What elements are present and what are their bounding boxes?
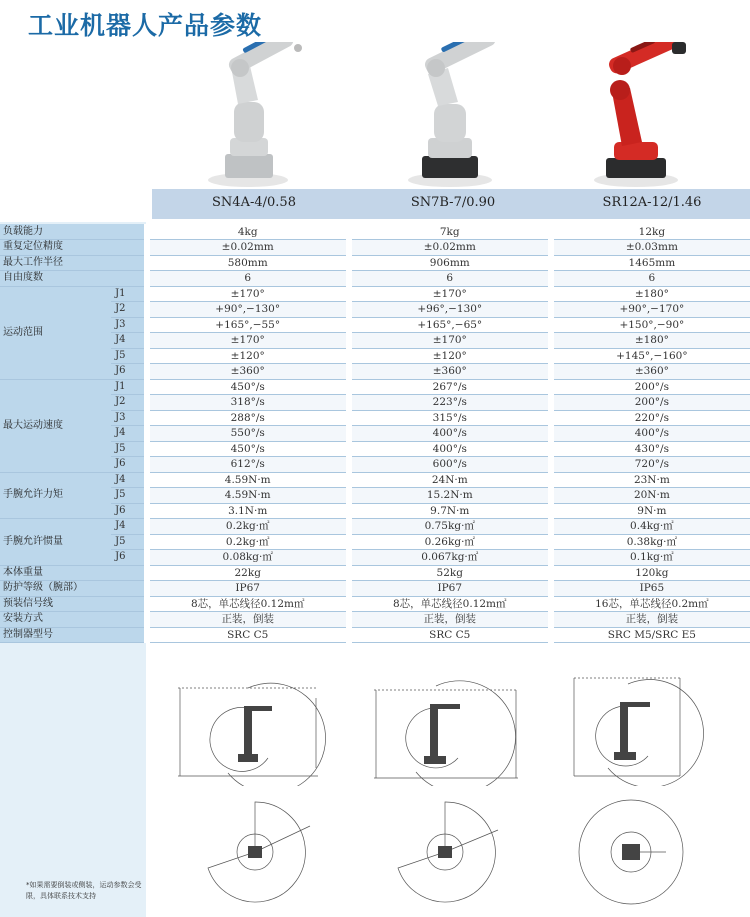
spec-value: ±360° [352,364,548,380]
spec-group-label: 最大运动速度 [0,379,111,472]
spec-value: 0.26kg·㎡ [352,534,548,550]
spec-row [0,472,750,488]
joint-label: J4 [111,426,144,442]
model-name-1: SN4A-4/0.58 [212,195,296,210]
spec-value: 9.7N·m [352,503,548,519]
spec-value: 6 [352,271,548,287]
spec-value: ±170° [352,333,548,349]
spec-value: 315°/s [352,410,548,426]
joint-label: J6 [111,457,144,473]
spec-value: 16芯，单芯线径0.2m㎡ [554,596,750,612]
spec-row [0,364,750,380]
robot-image-sn7b [378,42,528,190]
spec-label: 负载能力 [0,224,144,240]
spec-row [0,627,750,643]
spec-value: ±170° [150,286,346,302]
spec-value: SRC C5 [150,627,346,643]
spec-value: 正装，倒装 [554,612,750,628]
spec-label: 本体重量 [0,565,144,581]
spec-label: 控制器型号 [0,627,144,643]
joint-label: J5 [111,534,144,550]
spec-value: 200°/s [554,395,750,411]
spec-row [0,333,750,349]
spec-value: +165°,−55° [150,317,346,333]
spec-row [0,302,750,318]
spec-value: +90°,−170° [554,302,750,318]
spec-group-label: 运动范围 [0,286,111,379]
spec-row [0,224,750,240]
joint-label: J4 [111,519,144,535]
workspace-side-diagram-1 [168,668,328,786]
spec-value: 1465mm [554,255,750,271]
spec-group-label: 手腕允许力矩 [0,472,111,519]
spec-row [0,612,750,628]
spec-row [0,379,750,395]
spec-row [0,410,750,426]
spec-value: +96°,−130° [352,302,548,318]
spec-value: 400°/s [554,426,750,442]
spec-value: ±170° [352,286,548,302]
spec-value: 8芯，单芯线径0.12m㎡ [150,596,346,612]
spec-row [0,581,750,597]
robot-image-sr12a [576,42,726,190]
spec-value: 430°/s [554,441,750,457]
joint-label: J6 [111,503,144,519]
spec-value: ±0.02mm [352,240,548,256]
spec-row [0,550,750,566]
spec-label: 重复定位精度 [0,240,144,256]
spec-value: 20N·m [554,488,750,504]
joint-label: J6 [111,550,144,566]
spec-value: +150°,−90° [554,317,750,333]
workspace-top-diagram-1 [190,796,320,908]
workspace-side-diagram-3 [568,668,728,786]
spec-row [0,441,750,457]
spec-value: 612°/s [150,457,346,473]
spec-value: ±180° [554,286,750,302]
joint-label: J2 [111,395,144,411]
spec-row [0,395,750,411]
spec-value: 8芯，单芯线径0.12m㎡ [352,596,548,612]
spec-table [0,224,750,643]
spec-value: ±180° [554,333,750,349]
spec-value: 9N·m [554,503,750,519]
spec-value: +165°,−65° [352,317,548,333]
spec-row [0,488,750,504]
workspace-side-diagram-2 [366,668,526,786]
spec-value: 550°/s [150,426,346,442]
spec-row [0,426,750,442]
workspace-top-diagram-2 [380,796,510,908]
spec-value: 4.59N·m [150,488,346,504]
model-name-3: SR12A-12/1.46 [602,195,702,210]
spec-row [0,457,750,473]
spec-label: 安装方式 [0,612,144,628]
spec-row [0,255,750,271]
spec-value: 15.2N·m [352,488,548,504]
spec-value: +90°,−130° [150,302,346,318]
spec-value: 580mm [150,255,346,271]
joint-label: J4 [111,472,144,488]
joint-label: J5 [111,488,144,504]
spec-label: 最大工作半径 [0,255,144,271]
spec-value: 400°/s [352,441,548,457]
model-name-2: SN7B-7/0.90 [410,195,496,210]
spec-value: IP67 [352,581,548,597]
spec-value: 223°/s [352,395,548,411]
spec-row [0,503,750,519]
spec-row [0,519,750,535]
spec-value: SRC M5/SRC E5 [554,627,750,643]
spec-value: 正装，倒装 [352,612,548,628]
spec-row [0,534,750,550]
joint-label: J6 [111,364,144,380]
joint-label: J3 [111,410,144,426]
spec-value: 12kg [554,224,750,240]
spec-row [0,596,750,612]
spec-value: 3.1N·m [150,503,346,519]
spec-row [0,317,750,333]
spec-label: 自由度数 [0,271,144,287]
spec-value: 0.4kg·㎡ [554,519,750,535]
spec-value: IP65 [554,581,750,597]
spec-value: IP67 [150,581,346,597]
spec-value: ±360° [150,364,346,380]
spec-value: 0.38kg·㎡ [554,534,750,550]
spec-value: 4kg [150,224,346,240]
robot-image-sn4a [180,42,330,190]
spec-value: 6 [554,271,750,287]
spec-value: ±120° [352,348,548,364]
spec-value: 288°/s [150,410,346,426]
spec-value: 52kg [352,565,548,581]
spec-row [0,271,750,287]
spec-value: 220°/s [554,410,750,426]
spec-value: 318°/s [150,395,346,411]
spec-value: SRC C5 [352,627,548,643]
spec-value: 200°/s [554,379,750,395]
spec-value: 0.067kg·㎡ [352,550,548,566]
spec-value: 0.2kg·㎡ [150,519,346,535]
spec-value: 23N·m [554,472,750,488]
spec-value: 450°/s [150,441,346,457]
joint-label: J4 [111,333,144,349]
spec-value: 400°/s [352,426,548,442]
joint-label: J2 [111,302,144,318]
joint-label: J3 [111,317,144,333]
spec-value: ±170° [150,333,346,349]
page-title: 工业机器人产品参数 [28,11,263,40]
joint-label: J1 [111,379,144,395]
spec-value: 24N·m [352,472,548,488]
spec-value: 0.1kg·㎡ [554,550,750,566]
spec-value: +145°,−160° [554,348,750,364]
joint-label: J5 [111,441,144,457]
footnote: *如果需要倒装或侧装，运动参数会受限，具体联系技术支持 [26,881,142,900]
spec-row [0,240,750,256]
spec-value: 6 [150,271,346,287]
spec-value: 正装，倒装 [150,612,346,628]
spec-value: 720°/s [554,457,750,473]
spec-value: 450°/s [150,379,346,395]
spec-value: 4.59N·m [150,472,346,488]
spec-value: 0.2kg·㎡ [150,534,346,550]
spec-value: 7kg [352,224,548,240]
spec-value: 0.75kg·㎡ [352,519,548,535]
spec-value: 267°/s [352,379,548,395]
spec-value: 22kg [150,565,346,581]
spec-label: 预装信号线 [0,596,144,612]
spec-label: 防护等级（腕部） [0,581,144,597]
spec-value: ±0.03mm [554,240,750,256]
spec-value: 120kg [554,565,750,581]
spec-value: 600°/s [352,457,548,473]
spec-value: 906mm [352,255,548,271]
spec-value: ±120° [150,348,346,364]
spec-row [0,565,750,581]
spec-row [0,286,750,302]
spec-value: 0.08kg·㎡ [150,550,346,566]
spec-value: ±0.02mm [150,240,346,256]
spec-value: ±360° [554,364,750,380]
spec-group-label: 手腕允许惯量 [0,519,111,566]
spec-row [0,348,750,364]
joint-label: J1 [111,286,144,302]
joint-label: J5 [111,348,144,364]
workspace-top-diagram-3 [566,796,696,908]
